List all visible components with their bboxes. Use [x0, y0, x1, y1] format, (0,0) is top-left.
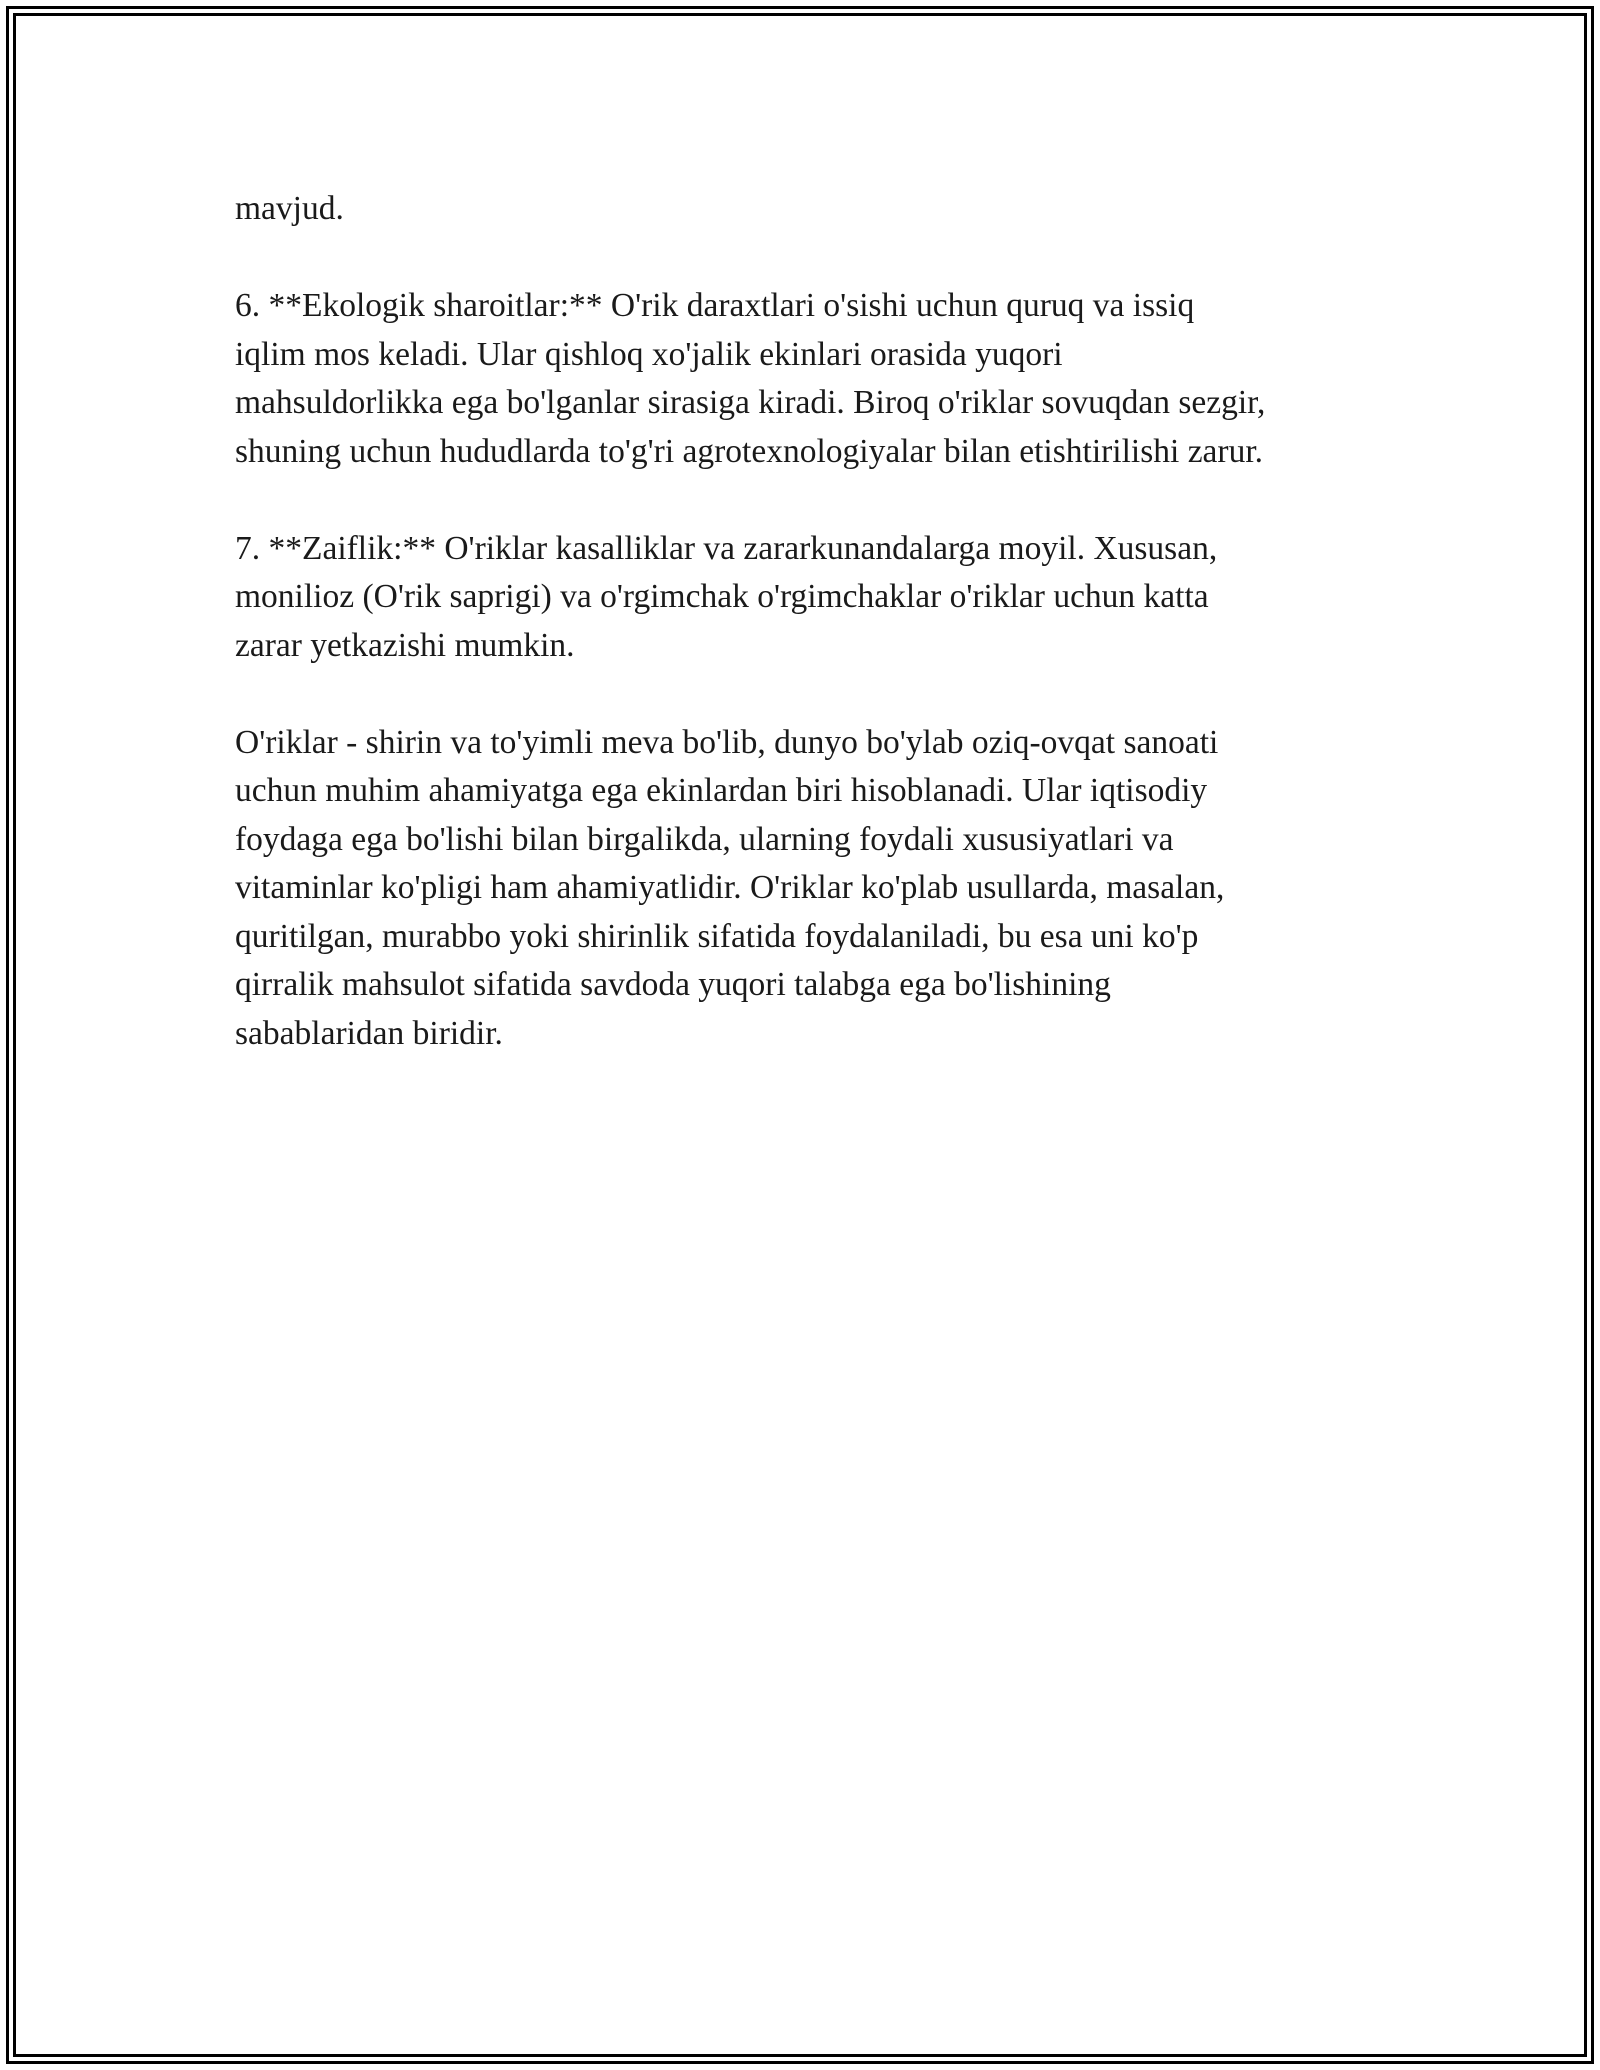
- paragraph-summary: O'riklar - shirin va to'yimli meva bo'lib, dunyo bo'ylab oziq-ovqat sanoati uchun muhim ahamiyatga ega ekinlardan biri hisoblanadi. Ular iqtisodiy foydaga ega bo'lishi bilan birgalikda, ularning foydali xususiyatlari va vitaminlar ko'pligi ham ahamiyatlidir. O'riklar ko'plab usullarda, masalan, quritilgan, murabbo yoki shirinlik sifatida foydalaniladi, bu esa uni ko'p qirralik mahsulot sifatida savdoda yuqori talabga ega bo'lishining sabablaridan biridir.: [235, 723, 1225, 1052]
- paragraph-ecological-conditions: 6. **Ekologik sharoitlar:** O'rik daraxtlari o'sishi uchun quruq va issiq iqlim mos keladi. Ular qishloq xo'jalik ekinlari orasida yuqori mahsuldorlikka ega bo'lganlar sirasiga kiradi. Biroq o'riklar sovuqdan sezgir, shuning uchun hududlarda to'g'ri agrotexnologiyalar bilan etishtirilishi zarur.: [235, 287, 1266, 470]
- paragraph-continuation: mavjud.: [235, 190, 344, 227]
- document-body: [235, 185, 1395, 1107]
- paragraph-weakness: 7. **Zaiflik:** O'riklar kasalliklar va zararkunandalarga moyil. Xususan, monilioz (O'rik saprigi) va o'rgimchak o'rgimchaklar o'riklar uchun katta zarar yetkazishi mumkin.: [235, 529, 1218, 664]
